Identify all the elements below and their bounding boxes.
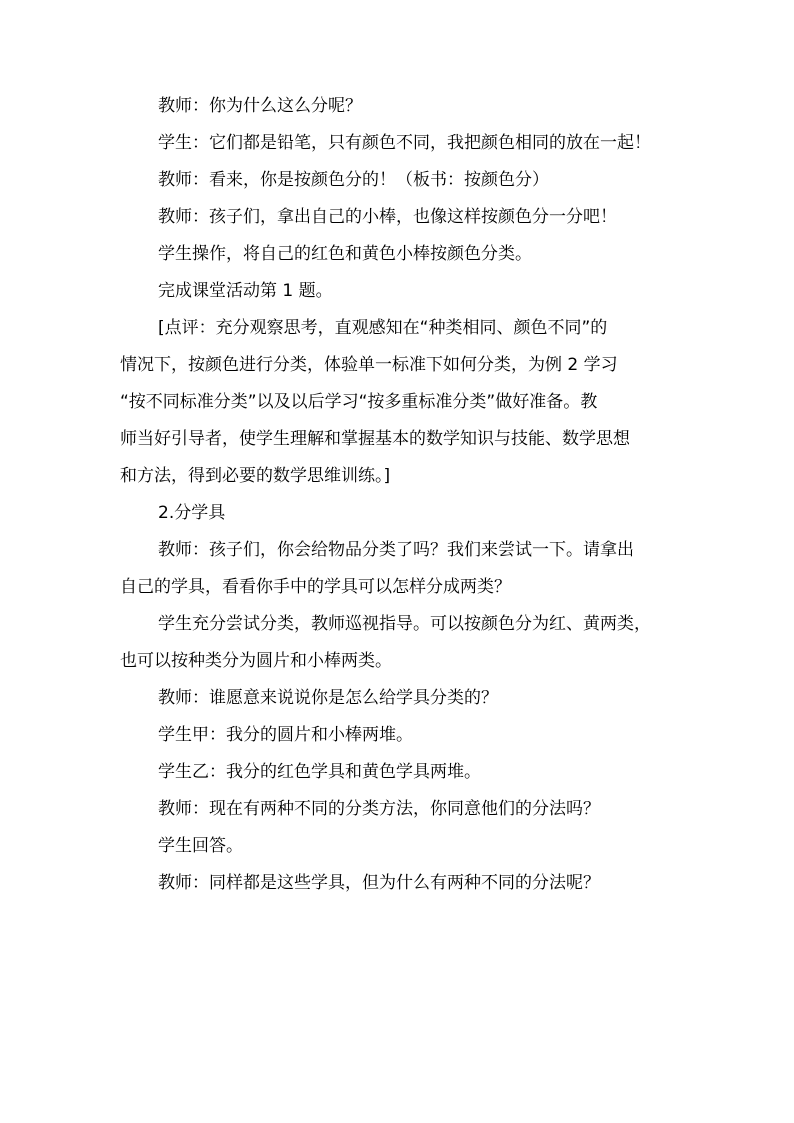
paragraph-line: 完成课堂活动第 1 题。 — [158, 281, 333, 301]
paragraph-line: 教师：谁愿意来说说你是怎么给学具分类的？ — [158, 688, 498, 708]
paragraph-line: 教师：你为什么这么分呢？ — [158, 96, 362, 116]
paragraph-line: 学生回答。 — [158, 836, 243, 856]
comment-line: “按不同标准分类”以及以后学习“按多重标准分类”做好准备。教 — [120, 392, 598, 412]
paragraph-line: 学生操作，将自己的红色和黄色小棒按颜色分类。 — [158, 244, 532, 264]
paragraph-line: 教师：孩子们，你会给物品分类了吗？我们来尝试一下。请拿出 — [158, 540, 634, 560]
paragraph-line: 学生甲：我分的圆片和小棒两堆。 — [158, 725, 413, 745]
paragraph-line: 教师：同样都是这些学具，但为什么有两种不同的分法呢？ — [158, 873, 600, 893]
paragraph-line: 教师：孩子们，拿出自己的小棒，也像这样按颜色分一分吧！ — [158, 207, 617, 227]
paragraph-line: 教师：看来，你是按颜色分的！（板书：按颜色分） — [158, 170, 549, 190]
comment-block — [120, 318, 680, 486]
dialogue-paragraph — [120, 614, 680, 671]
paragraph-line: 教师：现在有两种不同的分类方法，你同意他们的分法吗？ — [158, 799, 600, 819]
comment-line: 师当好引导者，使学生理解和掌握基本的数学知识与技能、数学思想 — [120, 429, 630, 449]
paragraph-line: 也可以按种类分为圆片和小棒两类。 — [120, 651, 392, 671]
document-page — [120, 96, 680, 910]
paragraph-line: 学生：它们都是铅笔，只有颜色不同，我把颜色相同的放在一起！ — [158, 133, 651, 153]
paragraph-line: 自己的学具，看看你手中的学具可以怎样分成两类？ — [120, 577, 511, 597]
comment-line: [点评：充分观察思考，直观感知在“种类相同、颜色不同”的 — [158, 318, 608, 338]
paragraph-line: 学生充分尝试分类，教师巡视指导。可以按颜色分为红、黄两类， — [158, 614, 651, 634]
comment-line: 和方法，得到必要的数学思维训练。] — [120, 466, 391, 486]
section-heading: 2.分学具 — [158, 503, 226, 523]
dialogue-paragraph — [120, 540, 680, 597]
comment-line: 情况下，按颜色进行分类，体验单一标准下如何分类，为例 2 学习 — [120, 355, 618, 375]
paragraph-line: 学生乙：我分的红色学具和黄色学具两堆。 — [158, 762, 481, 782]
